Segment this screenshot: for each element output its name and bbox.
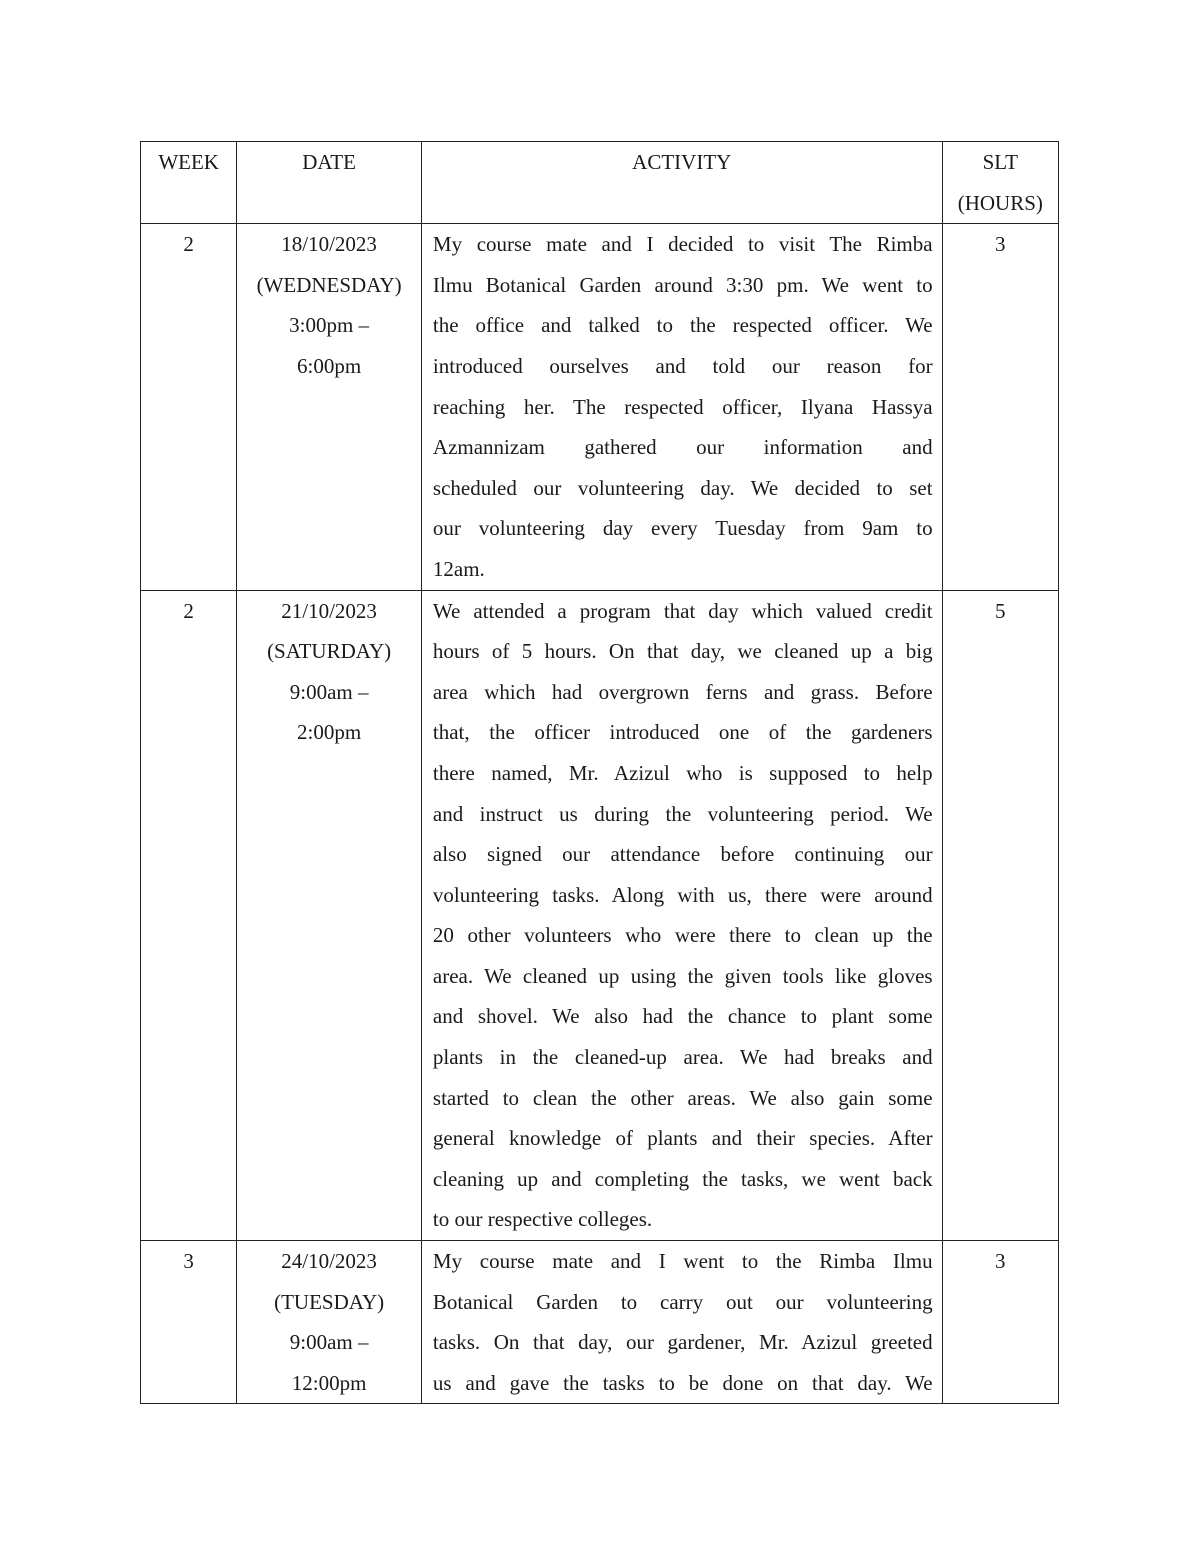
activity-line: Azmannizam gathered our information and bbox=[432, 435, 933, 460]
slt-hours-cell bbox=[942, 224, 1058, 590]
activity-line: plants in the cleaned-up area. We had breaks and bbox=[432, 1045, 933, 1070]
week-value: 2 bbox=[183, 232, 194, 257]
activity-cell bbox=[421, 1241, 942, 1404]
activity-cell bbox=[421, 224, 942, 590]
activity-line: scheduled our volunteering day. We decided to set bbox=[432, 475, 933, 500]
table-row bbox=[141, 224, 1059, 590]
week-value: 3 bbox=[183, 1249, 194, 1274]
activity-line: to our respective colleges. bbox=[432, 1207, 653, 1232]
table-row bbox=[141, 1241, 1059, 1404]
header-slt-hours: SLT (HOURS) bbox=[942, 142, 1058, 224]
header-week: WEEK bbox=[141, 142, 237, 224]
date-line: (SATURDAY) bbox=[267, 639, 392, 664]
date-line: (WEDNESDAY) bbox=[256, 272, 402, 297]
activity-line: and instruct us during the volunteering period. We bbox=[432, 801, 933, 826]
date-line: 3:00pm – bbox=[289, 313, 370, 338]
activity-line: started to clean the other areas. We also gain some bbox=[432, 1085, 933, 1110]
date-line: 9:00am – bbox=[289, 1330, 369, 1355]
date-line: 12:00pm bbox=[291, 1370, 367, 1395]
volunteer-log-table bbox=[140, 141, 1059, 1404]
date-line: (TUESDAY) bbox=[274, 1289, 385, 1314]
activity-line: reaching her. The respected officer, Ilyana Hassya bbox=[432, 394, 933, 419]
activity-line: Ilmu Botanical Garden around 3:30 pm. We went to bbox=[432, 272, 933, 297]
activity-line: that, the officer introduced one of the gardeners bbox=[432, 720, 933, 745]
activity-line: and shovel. We also had the chance to plant some bbox=[432, 1004, 933, 1029]
slt-hours-value: 5 bbox=[995, 598, 1006, 623]
date-line: 2:00pm bbox=[297, 720, 362, 745]
activity-line: area. We cleaned up using the given tools like gloves bbox=[432, 963, 933, 988]
slt-hours-cell bbox=[942, 1241, 1058, 1404]
activity-line: tasks. On that day, our gardener, Mr. Azizul greeted bbox=[432, 1330, 933, 1355]
activity-line: us and gave the tasks to be done on that day. We bbox=[432, 1370, 933, 1395]
activity-line: introduced ourselves and told our reason for bbox=[432, 353, 933, 378]
week-cell bbox=[141, 1241, 237, 1404]
header-activity: ACTIVITY bbox=[421, 142, 942, 224]
activity-line: cleaning up and completing the tasks, we went back bbox=[432, 1166, 933, 1191]
week-cell bbox=[141, 590, 237, 1241]
activity-line: We attended a program that day which valued credit bbox=[432, 598, 933, 623]
activity-line: My course mate and I decided to visit The Rimba bbox=[432, 232, 933, 257]
date-line: 18/10/2023 bbox=[281, 232, 377, 257]
activity-line: there named, Mr. Azizul who is supposed to help bbox=[432, 760, 933, 785]
slt-hours-cell bbox=[942, 590, 1058, 1241]
activity-line: My course mate and I went to the Rimba Ilmu bbox=[432, 1249, 933, 1274]
table-body bbox=[141, 224, 1059, 1404]
header-date: DATE bbox=[237, 142, 422, 224]
table-row bbox=[141, 590, 1059, 1241]
date-line: 21/10/2023 bbox=[281, 598, 377, 623]
date-cell bbox=[237, 1241, 422, 1404]
date-line: 9:00am – bbox=[289, 679, 369, 704]
slt-hours-value: 3 bbox=[995, 232, 1006, 257]
slt-hours-value: 3 bbox=[995, 1249, 1006, 1274]
date-cell bbox=[237, 590, 422, 1241]
activity-cell bbox=[421, 590, 942, 1241]
date-cell bbox=[237, 224, 422, 590]
activity-line: 20 other volunteers who were there to clean up the bbox=[432, 923, 933, 948]
activity-line: also signed our attendance before continuing our bbox=[432, 842, 933, 867]
activity-line: area which had overgrown ferns and grass. Before bbox=[432, 679, 933, 704]
activity-line: general knowledge of plants and their species. After bbox=[432, 1126, 933, 1151]
week-cell bbox=[141, 224, 237, 590]
activity-line: 12am. bbox=[432, 556, 485, 581]
date-line: 6:00pm bbox=[297, 353, 362, 378]
activity-line: the office and talked to the respected officer. We bbox=[432, 313, 933, 338]
activity-line: our volunteering day every Tuesday from 9am to bbox=[432, 516, 933, 541]
activity-line: Botanical Garden to carry out our volunteering bbox=[432, 1289, 933, 1314]
week-value: 2 bbox=[183, 598, 194, 623]
activity-line: volunteering tasks. Along with us, there were around bbox=[432, 882, 933, 907]
activity-line: hours of 5 hours. On that day, we cleaned up a big bbox=[432, 639, 933, 664]
table-header-row bbox=[141, 142, 1059, 224]
date-line: 24/10/2023 bbox=[281, 1249, 377, 1274]
